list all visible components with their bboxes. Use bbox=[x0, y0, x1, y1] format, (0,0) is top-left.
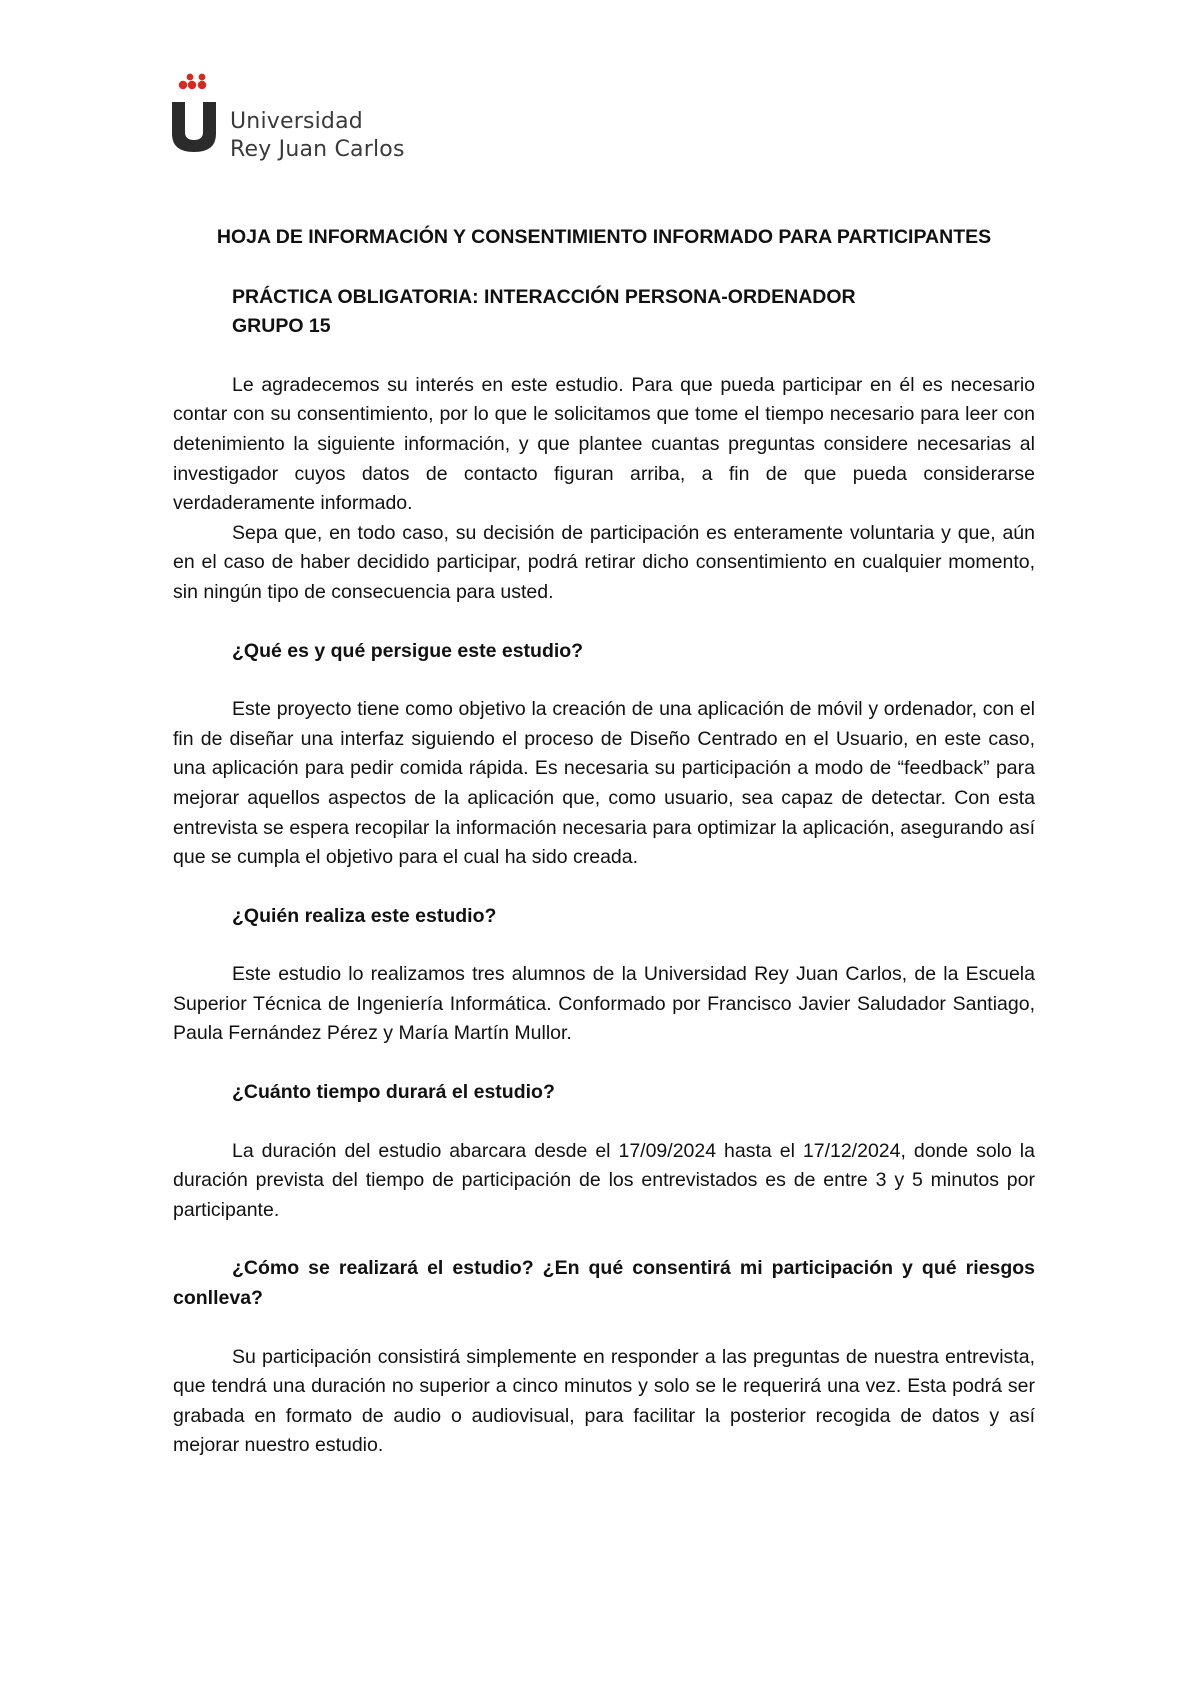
logo-line-2: Rey Juan Carlos bbox=[230, 137, 405, 162]
urjc-emblem-icon bbox=[170, 72, 228, 154]
university-logo bbox=[170, 72, 430, 172]
section-heading-duration: ¿Cuánto tiempo durará el estudio? bbox=[232, 1081, 555, 1104]
section-heading-who: ¿Quién realiza este estudio? bbox=[232, 904, 497, 927]
section-body-purpose: Este proyecto tiene como objetivo la creación de una aplicación de móvil y ordenador, con el fin de diseñar una interfaz siguiendo el proceso de Diseño Centrado en el Usuario, en este caso, una aplicación para pedir comida rápida. Es necesaria su participación a modo de “feedback” para mejorar aquellos aspectos de la aplicación que, como usuario, sea capaz de detectar. Con esta entrevista se espera recopilar la información necesaria para optimizar la aplicación, asegurando así que se cumpla el objetivo para el cual ha sido creada. bbox=[173, 698, 1035, 869]
section-body-method: Su participación consistirá simplemente en responder a las preguntas de nuestra entrevista, que tendrá una duración no superior a cinco minutos y solo se le requerirá una vez. Esta podrá ser grabada en formato de audio o audiovisual, para facilitar la posterior recogida de datos y así mejorar nuestro estudio. bbox=[173, 1345, 1035, 1457]
document-body bbox=[173, 223, 1035, 1461]
section-heading-purpose: ¿Qué es y qué persigue este estudio? bbox=[232, 639, 584, 662]
section-heading-method: ¿Cómo se realizará el estudio? ¿En qué consentirá mi participación y qué riesgos conlleva? bbox=[173, 1257, 1035, 1310]
subtitle-course: PRÁCTICA OBLIGATORIA: INTERACCIÓN PERSONA-ORDENADOR bbox=[232, 285, 856, 308]
document-title: HOJA DE INFORMACIÓN Y CONSENTIMIENTO INFORMADO PARA PARTICIPANTES bbox=[216, 226, 992, 248]
intro-paragraph-1: Le agradecemos su interés en este estudio. Para que pueda participar en él es necesario contar con su consentimiento, por lo que le solicitamos que tome el tiempo necesario para leer con detenimiento la siguiente información, y que plantee cuantas preguntas considere necesarias al investigador cuyos datos de contacto figuran arriba, a fin de que pueda considerarse verdaderamente informado. bbox=[173, 373, 1035, 515]
subtitle-group: GRUPO 15 bbox=[232, 315, 331, 338]
intro-paragraph-2: Sepa que, en todo caso, su decisión de participación es enteramente voluntaria y que, aún en el caso de haber decidido participar, podrá retirar dicho consentimiento en cualquier momento, sin ningún tipo de consecuencia para usted. bbox=[173, 521, 1035, 603]
document-subtitle bbox=[232, 283, 1035, 342]
section-body-duration: La duración del estudio abarcara desde el 17/09/2024 hasta el 17/12/2024, donde solo la duración prevista del tiempo de participación de los entrevistados es de entre 3 y 5 minutos por participante. bbox=[173, 1139, 1035, 1221]
section-body-who: Este estudio lo realizamos tres alumnos de la Universidad Rey Juan Carlos, de la Escuela Superior Técnica de Ingeniería Informática. Conformado por Francisco Javier Saludador Santiago, Paula Fernández Pérez y María Martín Mullor. bbox=[173, 963, 1035, 1045]
logo-line-1: Universidad bbox=[230, 109, 363, 134]
